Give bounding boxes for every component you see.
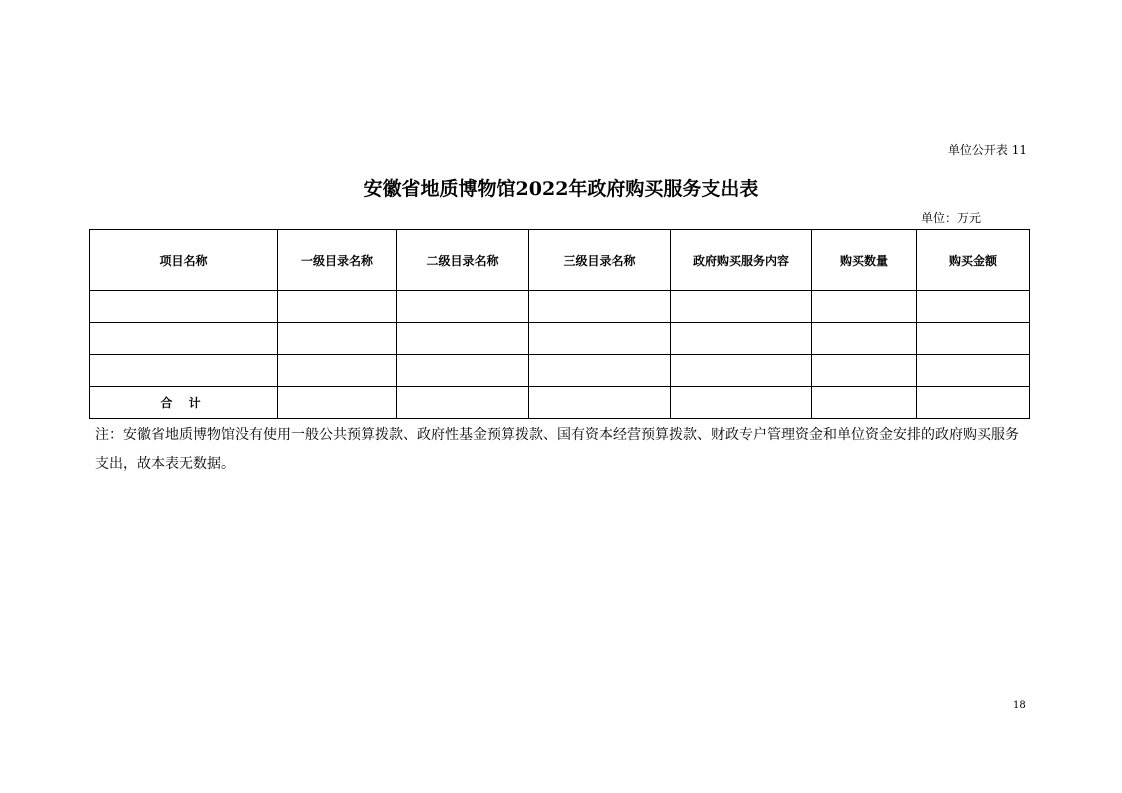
table-cell <box>671 323 812 355</box>
column-header: 一级目录名称 <box>278 230 397 291</box>
total-row <box>90 387 1030 419</box>
column-header: 项目名称 <box>90 230 278 291</box>
purchase-services-table <box>89 229 1030 419</box>
table-cell <box>278 291 397 323</box>
column-header: 三级目录名称 <box>529 230 671 291</box>
table-header-row <box>90 230 1030 291</box>
column-header: 购买金额 <box>917 230 1030 291</box>
table-cell <box>529 323 671 355</box>
column-header: 二级目录名称 <box>397 230 529 291</box>
table-cell <box>671 291 812 323</box>
table-cell <box>397 291 529 323</box>
total-label: 合 计 <box>90 387 278 419</box>
table-number: 单位公开表 11 <box>947 143 1027 157</box>
table-cell <box>397 355 529 387</box>
table-row <box>90 323 1030 355</box>
table-cell <box>917 323 1030 355</box>
table-row <box>90 291 1030 323</box>
table-cell <box>812 291 917 323</box>
table-cell <box>812 387 917 419</box>
table-cell <box>90 291 278 323</box>
table-row <box>90 355 1030 387</box>
table-cell <box>917 291 1030 323</box>
column-header: 购买数量 <box>812 230 917 291</box>
table-cell <box>397 323 529 355</box>
table-cell <box>671 355 812 387</box>
page-number: 18 <box>1013 700 1026 711</box>
table-cell <box>917 387 1030 419</box>
table-cell <box>90 355 278 387</box>
unit-label: 单位：万元 <box>920 211 981 225</box>
table-cell <box>529 291 671 323</box>
table-cell <box>812 323 917 355</box>
table-cell <box>671 387 812 419</box>
table-cell <box>278 355 397 387</box>
table-cell <box>397 387 529 419</box>
table-cell <box>278 323 397 355</box>
table-note: 注：安徽省地质博物馆没有使用一般公共预算拨款、政府性基金预算拨款、国有资本经营预算拨款、财政专户管理资金和单位资金安排的政府购买服务支出，故本表无数据。 <box>95 427 1019 472</box>
table-cell <box>812 355 917 387</box>
column-header: 政府购买服务内容 <box>671 230 812 291</box>
table-cell <box>917 355 1030 387</box>
page-title: 安徽省地质博物馆2022年政府购买服务支出表 <box>363 178 759 200</box>
table-cell <box>529 355 671 387</box>
table-cell <box>90 323 278 355</box>
table-cell <box>529 387 671 419</box>
table-cell <box>278 387 397 419</box>
